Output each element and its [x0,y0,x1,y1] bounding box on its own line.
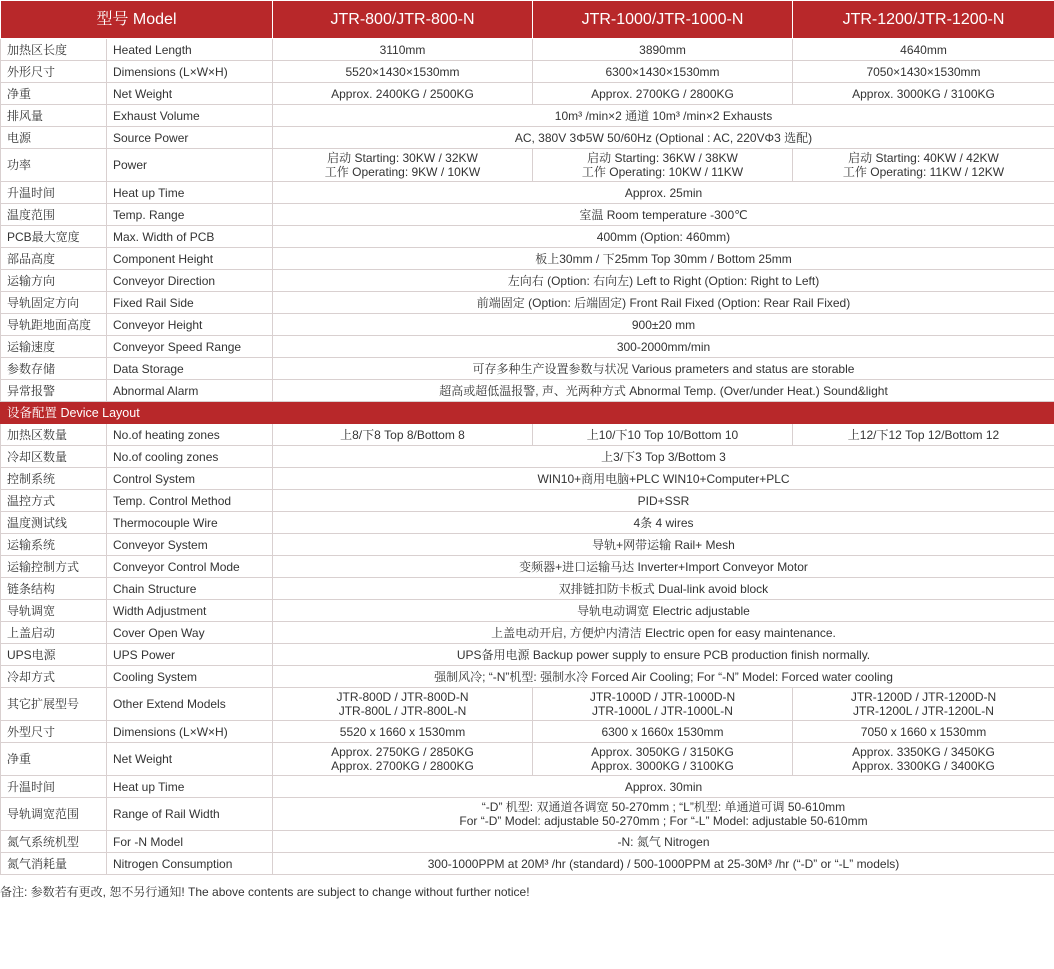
spec-label-en: Dimensions (L×W×H) [107,61,273,83]
spec-value-all: 400mm (Option: 460mm) [273,226,1054,248]
spec-value-all: 强制风冷; “-N”机型: 强制水冷 Forced Air Cooling; For “-N” Model: Forced water cooling [273,666,1054,688]
table-row [1,39,1054,61]
spec-label-en: Heated Length [107,39,273,61]
spec-label-en: Cover Open Way [107,622,273,644]
section-header-row [1,402,1054,424]
table-row [1,424,1054,446]
section-title: 设备配置 Device Layout [1,402,1054,424]
spec-value-all: 4条 4 wires [273,512,1054,534]
spec-value-model-1-line: Approx. 2750KG / 2850KG [331,745,474,759]
spec-label-cn: 冷却方式 [1,666,107,688]
spec-value-model-1: Approx. 2400KG / 2500KG [273,83,533,105]
spec-value-all: 可存多种生产设置参数与状况 Various prameters and status are storable [273,358,1054,380]
spec-value-model-1-line: Approx. 2700KG / 2800KG [331,759,474,773]
spec-label-en: Conveyor Height [107,314,273,336]
spec-label-en: Nitrogen Consumption [107,853,273,875]
spec-label-en: No.of cooling zones [107,446,273,468]
model-col-800: JTR-800/JTR-800-N [273,1,533,39]
spec-label-en: Chain Structure [107,578,273,600]
spec-label-cn: 其它扩展型号 [1,688,107,721]
spec-label-en: Abnormal Alarm [107,380,273,402]
table-row [1,666,1054,688]
spec-label-en: Component Height [107,248,273,270]
spec-label-en: Conveyor Speed Range [107,336,273,358]
spec-value-model-3-line: JTR-1200L / JTR-1200L-N [853,704,994,718]
table-row [1,644,1054,666]
spec-value-all: 前端固定 (Option: 后端固定) Front Rail Fixed (Option: Rear Rail Fixed) [273,292,1054,314]
spec-label-cn: 氮气消耗量 [1,853,107,875]
model-col-1200: JTR-1200/JTR-1200-N [793,1,1054,39]
table-row [1,182,1054,204]
spec-value-all: 室温 Room temperature -300℃ [273,204,1054,226]
table-row [1,743,1054,776]
spec-value-all: 超高或超低温报警, 声、光两种方式 Abnormal Temp. (Over/under Heat.) Sound&light [273,380,1054,402]
spec-label-en: Temp. Control Method [107,490,273,512]
spec-value-model-1: 上8/下8 Top 8/Bottom 8 [273,424,533,446]
spec-value-all: AC, 380V 3Φ5W 50/60Hz (Optional : AC, 220VΦ3 选配) [273,127,1054,149]
spec-label-en: No.of heating zones [107,424,273,446]
spec-value-all [273,798,1054,831]
spec-label-en: Net Weight [107,83,273,105]
spec-value-model-1 [273,688,533,721]
spec-label-en: Thermocouple Wire [107,512,273,534]
spec-label-en: Data Storage [107,358,273,380]
spec-value-model-2-line: JTR-1000D / JTR-1000D-N [589,690,736,704]
spec-label-cn: UPS电源 [1,644,107,666]
table-row [1,468,1054,490]
spec-value-model-2: 6300×1430×1530mm [533,61,793,83]
table-row [1,314,1054,336]
spec-label-en: Heat up Time [107,776,273,798]
spec-value-all: 900±20 mm [273,314,1054,336]
spec-value-all: 上盖电动开启, 方便炉内清洁 Electric open for easy maintenance. [273,622,1054,644]
spec-label-cn: 电源 [1,127,107,149]
spec-label-en: For -N Model [107,831,273,853]
spec-value-model-2 [533,688,793,721]
spec-value-model-3 [793,149,1054,182]
spec-label-cn: 排风量 [1,105,107,127]
table-row [1,776,1054,798]
model-label: 型号 Model [1,1,273,39]
spec-label-cn: 导轨距地面高度 [1,314,107,336]
spec-label-en: Dimensions (L×W×H) [107,721,273,743]
spec-label-en: Exhaust Volume [107,105,273,127]
spec-label-cn: 温度范围 [1,204,107,226]
spec-value-model-2-line: 启动 Starting: 36KW / 38KW [587,151,738,165]
spec-label-cn: 外型尺寸 [1,721,107,743]
spec-value-model-3-line: 启动 Starting: 40KW / 42KW [848,151,999,165]
spec-label-cn: 升温时间 [1,182,107,204]
spec-label-cn: 冷却区数量 [1,446,107,468]
spec-label-en: Net Weight [107,743,273,776]
spec-label-en: Range of Rail Width [107,798,273,831]
spec-value-model-3 [793,743,1054,776]
table-row [1,61,1054,83]
spec-section-bottom [1,424,1054,875]
spec-label-cn: 运输系统 [1,534,107,556]
spec-value-all: -N: 氮气 Nitrogen [273,831,1054,853]
spec-value-all: 上3/下3 Top 3/Bottom 3 [273,446,1054,468]
spec-label-cn: 参数存储 [1,358,107,380]
spec-label-cn: 加热区数量 [1,424,107,446]
spec-value-model-1: 5520×1430×1530mm [273,61,533,83]
spec-label-cn: 净重 [1,83,107,105]
spec-label-en: Heat up Time [107,182,273,204]
spec-label-en: Max. Width of PCB [107,226,273,248]
device-layout-section [1,402,1054,424]
spec-label-cn: 功率 [1,149,107,182]
table-row [1,270,1054,292]
table-row [1,292,1054,314]
spec-value-all: 变频器+进口运输马达 Inverter+Import Conveyor Motor [273,556,1054,578]
spec-value-all: PID+SSR [273,490,1054,512]
table-row [1,578,1054,600]
table-row [1,600,1054,622]
spec-value-all: 板上30mm / 下25mm Top 30mm / Bottom 25mm [273,248,1054,270]
spec-value-model-3-line: JTR-1200D / JTR-1200D-N [850,690,997,704]
spec-label-cn: 运输速度 [1,336,107,358]
spec-value-model-1 [273,149,533,182]
spec-value-model-3: 7050 x 1660 x 1530mm [793,721,1054,743]
spec-value-model-3-line: 工作 Operating: 11KW / 12KW [842,165,1005,179]
spec-label-cn: 上盖启动 [1,622,107,644]
spec-value-model-1: 3110mm [273,39,533,61]
spec-label-en: Other Extend Models [107,688,273,721]
footnote: 备注: 参数若有更改, 恕不另行通知! The above contents are subject to change without further notice! [0,885,530,899]
spec-value-model-3-line: Approx. 3350KG / 3450KG [852,745,995,759]
spec-value-all: 导轨电动调宽 Electric adjustable [273,600,1054,622]
table-row [1,336,1054,358]
spec-label-cn: 导轨调宽 [1,600,107,622]
table-row [1,556,1054,578]
spec-value-model-1-line: 工作 Operating: 9KW / 10KW [324,165,481,179]
table-row [1,831,1054,853]
spec-label-en: Width Adjustment [107,600,273,622]
spec-value-all: 10m³ /min×2 通道 10m³ /min×2 Exhausts [273,105,1054,127]
spec-value-model-2 [533,743,793,776]
table-row [1,248,1054,270]
spec-value-all-line: For “-D” Model: adjustable 50-270mm ; For “-L” Model: adjustable 50-610mm [459,814,868,828]
spec-value-model-1-line: JTR-800L / JTR-800L-N [338,704,467,718]
spec-value-model-1-line: JTR-800D / JTR-800D-N [336,690,469,704]
spec-value-model-2-line: 工作 Operating: 10KW / 11KW [581,165,744,179]
spec-label-en: Fixed Rail Side [107,292,273,314]
spec-value-model-3: 7050×1430×1530mm [793,61,1054,83]
spec-value-model-2: 上10/下10 Top 10/Bottom 10 [533,424,793,446]
spec-value-model-2: Approx. 2700KG / 2800KG [533,83,793,105]
spec-label-cn: 异常报警 [1,380,107,402]
spec-label-cn: 运输控制方式 [1,556,107,578]
table-row [1,534,1054,556]
spec-value-all: 双排链扣防卡板式 Dual-link avoid block [273,578,1054,600]
spec-value-model-2: 6300 x 1660x 1530mm [533,721,793,743]
spec-label-cn: 氮气系统机型 [1,831,107,853]
spec-value-model-3-line: Approx. 3300KG / 3400KG [852,759,995,773]
spec-label-en: Control System [107,468,273,490]
spec-value-model-1 [273,743,533,776]
spec-value-model-3: Approx. 3000KG / 3100KG [793,83,1054,105]
spec-value-model-2-line: Approx. 3000KG / 3100KG [591,759,734,773]
spec-value-all: 300-1000PPM at 20M³ /hr (standard) / 500-1000PPM at 25-30M³ /hr (“-D” or “-L” models) [273,853,1054,875]
table-row [1,105,1054,127]
spec-label-cn: 运输方向 [1,270,107,292]
spec-label-cn: PCB最大宽度 [1,226,107,248]
spec-value-model-1-line: 启动 Starting: 30KW / 32KW [327,151,478,165]
spec-value-all: Approx. 30min [273,776,1054,798]
spec-label-cn: 链条结构 [1,578,107,600]
table-row [1,853,1054,875]
spec-value-model-2-line: JTR-1000L / JTR-1000L-N [592,704,733,718]
table-row [1,622,1054,644]
spec-label-cn: 导轨调宽范围 [1,798,107,831]
table-row [1,149,1054,182]
table-row [1,512,1054,534]
spec-value-all: 左向右 (Option: 右向左) Left to Right (Option: Right to Left) [273,270,1054,292]
spec-label-en: Power [107,149,273,182]
spec-label-cn: 升温时间 [1,776,107,798]
spec-value-all: Approx. 25min [273,182,1054,204]
spec-label-en: Cooling System [107,666,273,688]
spec-value-model-2: 3890mm [533,39,793,61]
spec-label-en: Conveyor Control Mode [107,556,273,578]
table-row [1,490,1054,512]
table-row [1,83,1054,105]
spec-value-all: 导轨+网带运输 Rail+ Mesh [273,534,1054,556]
spec-label-cn: 温度测试线 [1,512,107,534]
table-row [1,688,1054,721]
table-row [1,380,1054,402]
spec-value-all-line: “-D” 机型: 双通道各调宽 50-270mm ; “L”机型: 单通道可调 50-610mm [481,800,846,814]
spec-value-model-3: 4640mm [793,39,1054,61]
spec-value-model-3: 上12/下12 Top 12/Bottom 12 [793,424,1054,446]
table-row [1,446,1054,468]
spec-value-model-3 [793,688,1054,721]
spec-label-cn: 部品高度 [1,248,107,270]
spec-value-model-2 [533,149,793,182]
spec-label-en: UPS Power [107,644,273,666]
spec-label-en: Temp. Range [107,204,273,226]
spec-label-en: Source Power [107,127,273,149]
spec-label-en: Conveyor System [107,534,273,556]
header-row [1,1,1054,39]
model-col-1000: JTR-1000/JTR-1000-N [533,1,793,39]
table-row [1,127,1054,149]
table-row [1,204,1054,226]
spec-label-cn: 导轨固定方向 [1,292,107,314]
table-row [1,358,1054,380]
spec-label-cn: 控制系统 [1,468,107,490]
spec-value-all: WIN10+商用电脑+PLC WIN10+Computer+PLC [273,468,1054,490]
spec-label-en: Conveyor Direction [107,270,273,292]
spec-section-top [1,39,1054,402]
spec-label-cn: 加热区长度 [1,39,107,61]
spec-value-model-2-line: Approx. 3050KG / 3150KG [591,745,734,759]
spec-value-model-1: 5520 x 1660 x 1530mm [273,721,533,743]
table-row [1,798,1054,831]
table-row [1,226,1054,248]
spec-label-cn: 净重 [1,743,107,776]
table-row [1,721,1054,743]
spec-value-all: UPS备用电源 Backup power supply to ensure PCB production finish normally. [273,644,1054,666]
spec-label-cn: 外形尺寸 [1,61,107,83]
spec-label-cn: 温控方式 [1,490,107,512]
spec-value-all: 300-2000mm/min [273,336,1054,358]
